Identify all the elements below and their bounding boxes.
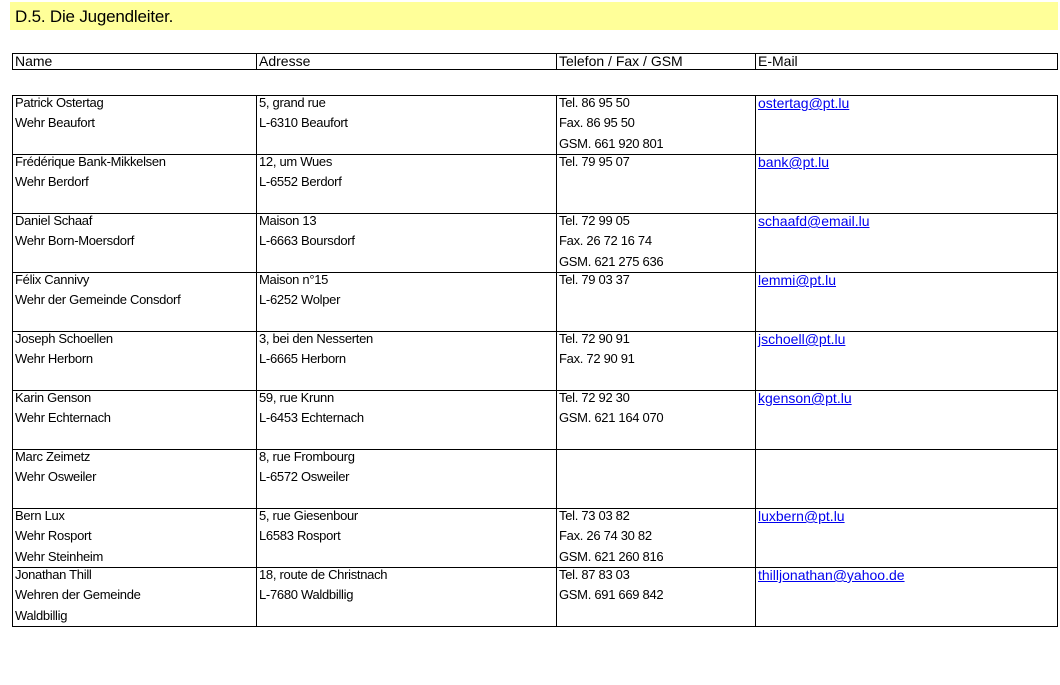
contact-email-line: [758, 407, 1057, 428]
contact-email-line: [758, 273, 1057, 289]
contact-name-cell-line: Wehr Osweiler: [15, 469, 97, 484]
contact-email-line: [758, 96, 1057, 112]
contact-row: [13, 450, 1058, 509]
contact-phone-cell: [557, 155, 756, 214]
contact-phone-cell-line: Tel. 72 92 30: [559, 390, 630, 405]
contact-address-cell-line: L-6252 Wolper: [259, 292, 341, 307]
contact-phone-cell-line: GSM. 691 669 842: [559, 587, 664, 602]
contact-address-cell-line: [259, 546, 556, 567]
contact-phone-cell-line: [559, 192, 755, 213]
contact-name-cell-line: Frédérique Bank-Mikkelsen: [15, 154, 166, 169]
contact-phone-cell-line: [559, 171, 755, 192]
contact-address-cell-line: [259, 251, 556, 272]
contact-address-cell: [257, 391, 557, 450]
section-title-bar: [10, 2, 1058, 30]
contact-name-cell-line: Patrick Ostertag: [15, 95, 104, 110]
contact-email-cell: [756, 568, 1058, 627]
contact-name-cell: [13, 509, 257, 568]
contact-address-cell-line: L-7680 Waldbillig: [259, 587, 354, 602]
contact-phone-cell-line: [559, 369, 755, 390]
contact-row: [13, 96, 1058, 155]
contact-name-cell-line: Wehren der Gemeinde: [15, 587, 141, 602]
contact-address-cell-line: [259, 428, 556, 449]
contacts-table-body: [13, 96, 1058, 627]
contact-phone-cell-line: [559, 605, 755, 626]
contact-phone-cell: [557, 509, 756, 568]
contact-email-line: [758, 155, 1057, 171]
contact-address-cell-line: 5, rue Giesenbour: [259, 508, 358, 523]
contact-name-cell-line: Karin Genson: [15, 390, 91, 405]
header-address: Adresse: [257, 54, 557, 70]
contact-email-line: [758, 391, 1057, 407]
contact-email-line: [758, 428, 1057, 449]
contact-name-cell-line: Félix Cannivy: [15, 272, 90, 287]
header-email: E-Mail: [756, 54, 1058, 70]
contact-row: [13, 568, 1058, 627]
contact-row: [13, 391, 1058, 450]
contact-address-cell: [257, 214, 557, 273]
contact-address-cell-line: Maison 13: [259, 213, 317, 228]
contact-name-cell-line: Wehr Born-Moersdorf: [15, 233, 135, 248]
contact-email-cell: [756, 273, 1058, 332]
contact-email-cell: [756, 214, 1058, 273]
contact-name-cell-line: [15, 251, 256, 272]
contact-phone-cell-line: GSM. 621 164 070: [559, 410, 664, 425]
contact-email-line: [758, 171, 1057, 192]
contact-name-cell: [13, 568, 257, 627]
contact-row: [13, 509, 1058, 568]
contact-email-line: [758, 605, 1057, 626]
contact-phone-cell-line: Tel. 79 03 37: [559, 272, 630, 287]
contact-phone-cell-line: Tel. 72 90 91: [559, 331, 630, 346]
contact-name-cell-line: [15, 369, 256, 390]
contact-address-cell-line: L-6310 Beaufort: [259, 115, 348, 130]
contact-phone-cell-line: Tel. 87 83 03: [559, 567, 630, 582]
contact-phone-cell-line: Tel. 72 99 05: [559, 213, 630, 228]
contact-email-line: [758, 568, 1057, 584]
contact-phone-cell: [557, 391, 756, 450]
contact-phone-cell-line: Tel. 73 03 82: [559, 508, 630, 523]
contact-email-line: [758, 348, 1057, 369]
contact-phone-cell: [557, 568, 756, 627]
header-row: [13, 54, 1058, 70]
contact-address-cell: [257, 450, 557, 509]
contact-address-cell-line: 18, route de Christnach: [259, 567, 388, 582]
contact-email-line: [758, 332, 1057, 348]
contact-address-cell-line: Maison n°15: [259, 272, 329, 287]
contact-name-cell-line: Wehr Rosport: [15, 528, 92, 543]
contact-name-cell-line: Marc Zeimetz: [15, 449, 91, 464]
contact-phone-cell: [557, 450, 756, 509]
contact-email-line: [758, 289, 1057, 310]
contact-phone-cell-line: [559, 450, 755, 466]
contact-phone-cell: [557, 214, 756, 273]
contact-name-cell-line: Waldbillig: [15, 608, 68, 623]
contact-phone-cell-line: Tel. 86 95 50: [559, 95, 630, 110]
contact-name-cell: [13, 332, 257, 391]
contact-email-line: [758, 487, 1057, 508]
contact-name-cell-line: [15, 310, 256, 331]
header-table: [12, 53, 1058, 70]
contact-row: [13, 273, 1058, 332]
contact-name-cell-line: [15, 428, 256, 449]
contact-phone-cell-line: [559, 466, 755, 487]
contact-address-cell-line: 8, rue Frombourg: [259, 449, 355, 464]
email-link[interactable]: schaafd@email.lu: [758, 213, 870, 229]
contact-email-cell: [756, 332, 1058, 391]
contact-email-line: [758, 466, 1057, 487]
contact-email-cell: [756, 509, 1058, 568]
contact-address-cell-line: L6583 Rosport: [259, 528, 341, 543]
contact-phone-cell-line: [559, 428, 755, 449]
contact-phone-cell-line: Fax. 26 74 30 82: [559, 528, 652, 543]
contact-phone-cell: [557, 332, 756, 391]
contact-email-cell: [756, 155, 1058, 214]
contact-name-cell-line: [15, 487, 256, 508]
contact-email-line: [758, 133, 1057, 154]
email-link[interactable]: luxbern@pt.lu: [758, 508, 845, 524]
contact-email-cell: [756, 391, 1058, 450]
contact-address-cell-line: [259, 310, 556, 331]
contact-phone-cell-line: Fax. 26 72 16 74: [559, 233, 652, 248]
contact-address-cell: [257, 96, 557, 155]
contact-email-line: [758, 112, 1057, 133]
contact-name-cell-line: Wehr der Gemeinde Consdorf: [15, 292, 181, 307]
contact-email-line: [758, 369, 1057, 390]
contact-email-line: [758, 192, 1057, 213]
email-link[interactable]: bank@pt.lu: [758, 154, 830, 170]
contact-name-cell-line: Wehr Echternach: [15, 410, 111, 425]
contact-name-cell-line: Joseph Schoellen: [15, 331, 113, 346]
email-link[interactable]: thilljonathan@yahoo.de: [758, 567, 905, 583]
contact-address-cell-line: L-6572 Osweiler: [259, 469, 350, 484]
contact-phone-cell: [557, 273, 756, 332]
contact-name-cell: [13, 155, 257, 214]
contact-email-line: [758, 450, 1057, 466]
contact-email-line: [758, 230, 1057, 251]
contact-phone-cell-line: GSM. 621 260 816: [559, 549, 664, 564]
email-link[interactable]: lemmi@pt.lu: [758, 272, 837, 288]
contact-address-cell-line: [259, 369, 556, 390]
contact-address-cell-line: L-6665 Herborn: [259, 351, 346, 366]
contact-address-cell-line: L-6453 Echternach: [259, 410, 364, 425]
contact-name-cell-line: [15, 192, 256, 213]
contact-address-cell-line: 5, grand rue: [259, 95, 326, 110]
contact-phone-cell-line: Tel. 79 95 07: [559, 154, 630, 169]
contact-phone-cell: [557, 96, 756, 155]
contact-email-line: [758, 214, 1057, 230]
contact-phone-cell-line: Fax. 86 95 50: [559, 115, 635, 130]
contact-row: [13, 214, 1058, 273]
contact-address-cell-line: [259, 192, 556, 213]
contact-name-cell-line: Wehr Beaufort: [15, 115, 95, 130]
contact-email-line: [758, 251, 1057, 272]
contact-email-cell: [756, 96, 1058, 155]
contact-name-cell-line: Daniel Schaaf: [15, 213, 93, 228]
contact-name-cell-line: Wehr Steinheim: [15, 549, 104, 564]
contact-address-cell-line: [259, 605, 556, 626]
header-name: Name: [13, 54, 257, 70]
contact-email-cell: [756, 450, 1058, 509]
contact-name-cell-line: Wehr Berdorf: [15, 174, 89, 189]
contact-name-cell-line: Bern Lux: [15, 508, 65, 523]
contact-row: [13, 155, 1058, 214]
contact-phone-cell-line: [559, 487, 755, 508]
contact-email-line: [758, 310, 1057, 331]
contact-address-cell-line: [259, 487, 556, 508]
contact-phone-cell-line: [559, 289, 755, 310]
contact-address-cell-line: [259, 133, 556, 154]
contact-address-cell: [257, 155, 557, 214]
contacts-table: [12, 95, 1058, 627]
contact-address-cell-line: 12, um Wues: [259, 154, 333, 169]
contact-phone-cell-line: Fax. 72 90 91: [559, 351, 635, 366]
email-link[interactable]: kgenson@pt.lu: [758, 390, 852, 406]
contact-email-line: [758, 584, 1057, 605]
contact-address-cell-line: 59, rue Krunn: [259, 390, 334, 405]
contact-name-cell-line: [15, 133, 256, 154]
section-title: D.5. Die Jugendleiter.: [15, 7, 174, 26]
contact-address-cell: [257, 568, 557, 627]
contact-phone-cell-line: GSM. 661 920 801: [559, 136, 664, 151]
contact-name-cell: [13, 214, 257, 273]
contact-address-cell-line: L-6663 Boursdorf: [259, 233, 355, 248]
contact-phone-cell-line: GSM. 621 275 636: [559, 254, 664, 269]
contact-email-line: [758, 525, 1057, 546]
contact-name-cell: [13, 391, 257, 450]
contact-row: [13, 332, 1058, 391]
contact-address-cell-line: 3, bei den Nesserten: [259, 331, 373, 346]
contact-name-cell: [13, 450, 257, 509]
contact-email-line: [758, 509, 1057, 525]
contact-address-cell-line: L-6552 Berdorf: [259, 174, 342, 189]
contact-name-cell-line: Jonathan Thill: [15, 567, 92, 582]
contact-address-cell: [257, 273, 557, 332]
contact-email-line: [758, 546, 1057, 567]
contact-address-cell: [257, 509, 557, 568]
contact-phone-cell-line: [559, 310, 755, 331]
email-link[interactable]: jschoell@pt.lu: [758, 331, 846, 347]
contact-name-cell-line: Wehr Herborn: [15, 351, 93, 366]
header-phone: Telefon / Fax / GSM: [557, 54, 756, 70]
contact-name-cell: [13, 273, 257, 332]
contact-name-cell: [13, 96, 257, 155]
email-link[interactable]: ostertag@pt.lu: [758, 95, 850, 111]
contact-address-cell: [257, 332, 557, 391]
